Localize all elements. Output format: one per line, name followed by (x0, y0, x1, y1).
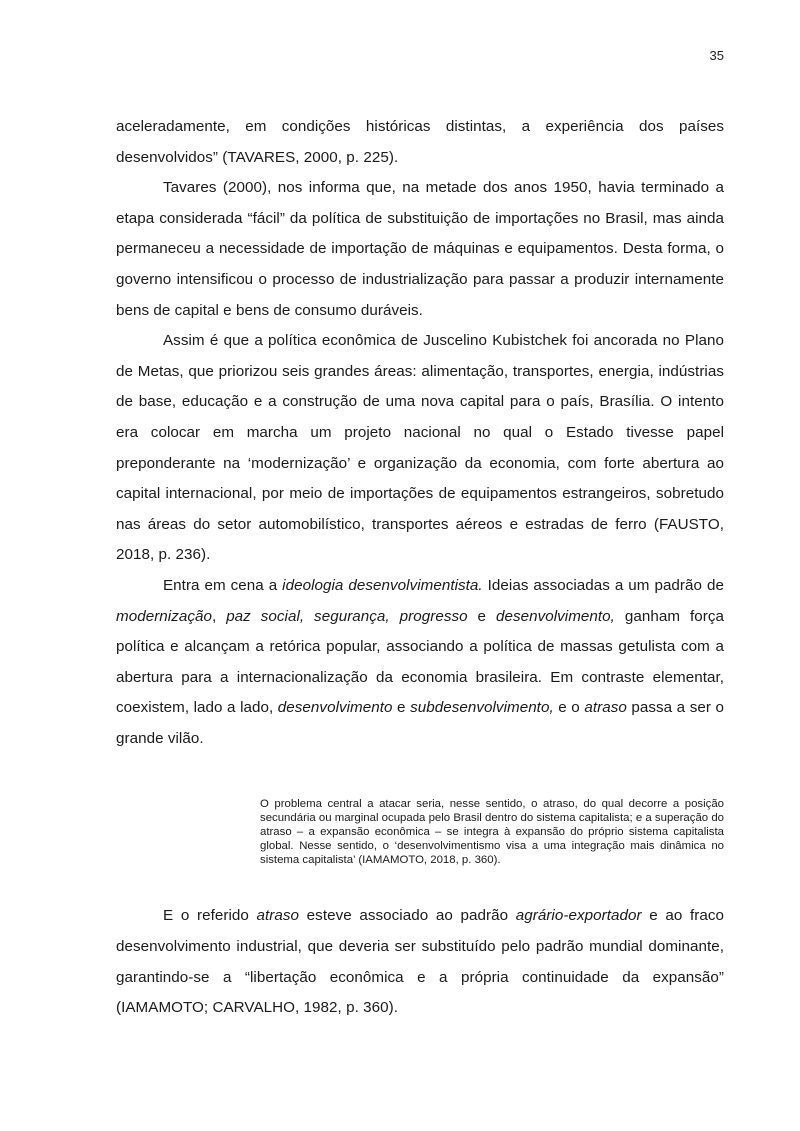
paragraph-3: Assim é que a política econômica de Juscelino Kubistchek foi ancorada no Plano de Metas, que priorizou seis grandes áreas: alimentação, transportes, energia, indústrias de base, educação e a construção de uma nova capital para o país, Brasília. O intento era colocar em marcha um projeto nacional no qual o Estado tivesse papel preponderante na ‘modernização’ e organização da economia, com forte abertura ao capital internacional, por meio de importações de equipamentos estrangeiros, sobretudo nas áreas do setor automobilístico, transportes aéreos e estradas de ferro (FAUSTO, 2018, p. 236). (116, 332, 724, 564)
p4-text-4: e (467, 607, 496, 625)
p4-text-1: Entra em cena a (163, 576, 283, 594)
p4-emphasis-1: ideologia desenvolvimentista. (282, 576, 483, 594)
p4-text-7: e o (553, 699, 585, 717)
page-number: 35 (709, 48, 724, 63)
p4-text-8: passa a ser o grande vilão. (116, 699, 724, 747)
paragraph-5 (116, 901, 724, 1023)
p5-text-2: esteve associado ao padrão (299, 907, 516, 925)
paragraph-1: aceleradamente, em condições históricas distintas, a experiência dos países desenvolvidos” (TAVARES, 2000, p. 225). (116, 118, 724, 166)
p5-text-1: E o referido (163, 907, 257, 925)
p4-text-2: Ideias associadas a um padrão de (482, 576, 724, 594)
p5-text-3: e ao fraco desenvolvimento industrial, que deveria ser substituído pelo padrão mundial dominante, garantindo-se a “libertação econômica e a própria continuidade da expansão” (IAMAMOTO; CARVALHO, 1982, p. 360). (116, 907, 724, 1017)
paragraph-4 (116, 571, 724, 755)
p4-emphasis-4: desenvolvimento, (495, 607, 615, 625)
p5-emphasis-2: agrário-exportador (515, 907, 642, 925)
p4-emphasis-7: atraso (584, 699, 627, 717)
p4-emphasis-2: modernização (116, 607, 212, 625)
paragraph-2: Tavares (2000), nos informa que, na metade dos anos 1950, havia terminado a etapa considerada “fácil” da política de substituição de importações no Brasil, mas ainda permaneceu a necessidade de importação de máquinas e equipamentos. Desta forma, o governo intensificou o processo de industrialização para passar a produzir internamente bens de capital e bens de consumo duráveis. (116, 179, 724, 319)
p5-emphasis-1: atraso (256, 907, 300, 925)
p4-emphasis-3: paz social, segurança, progresso (226, 607, 468, 625)
block-quote: O problema central a atacar seria, nesse sentido, o atraso, do qual decorre a posição secundária ou marginal ocupada pelo Brasil dentro do sistema capitalista; e a superação do atraso – a expansão econômica – se integra à expansão do próprio sistema capitalista global. Nesse sentido, o ‘desenvolvimentismo visa a uma integração mais dinâmica no sistema capitalista’ (IAMAMOTO, 2018, p. 360). (260, 798, 724, 866)
p4-text-5: ganham força política e alcançam a retórica popular, associando a política de massas getulista com a abertura para a internacionalização da economia brasileira. Em contraste elementar, coexistem, lado a lado, (116, 607, 724, 717)
p4-text-6: e (392, 699, 411, 717)
p4-emphasis-6: subdesenvolvimento, (410, 699, 554, 717)
document-body (116, 112, 724, 1024)
p4-emphasis-5: desenvolvimento (277, 699, 393, 717)
p4-text-3: , (212, 607, 227, 625)
